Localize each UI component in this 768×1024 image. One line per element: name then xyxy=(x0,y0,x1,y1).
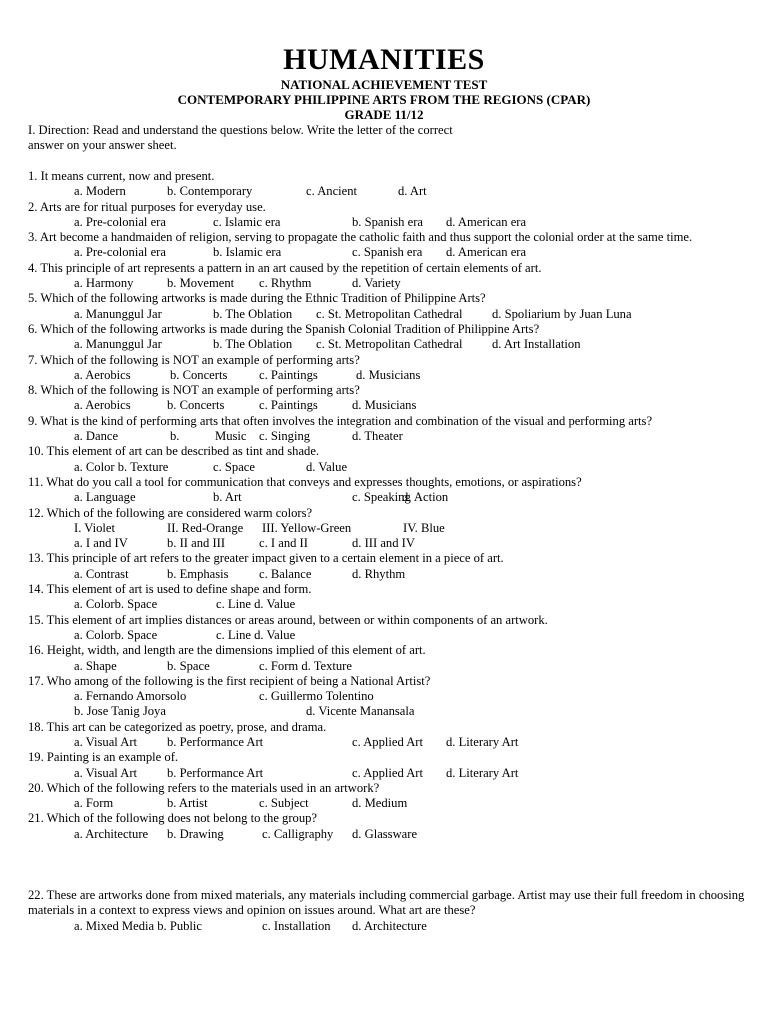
answer-option: II. Red-Orange xyxy=(167,520,244,535)
answer-option: d. Literary Art xyxy=(446,765,519,780)
question-text: 21. Which of the following does not belong to the group? xyxy=(28,811,318,826)
answer-option: III. Yellow-Green xyxy=(262,520,352,535)
answer-option: b. The Oblation xyxy=(213,306,293,321)
question-item xyxy=(28,444,746,475)
answer-option: c. Installation xyxy=(262,918,331,933)
question-text: 7. Which of the following is NOT an example of performing arts? xyxy=(28,352,360,367)
answer-option: b. Contemporary xyxy=(167,184,253,199)
answer-option: d. Musicians xyxy=(352,398,417,413)
question-item xyxy=(28,506,746,552)
options-row xyxy=(28,536,746,551)
answer-option: a. Language xyxy=(74,490,136,505)
options-row xyxy=(28,521,746,536)
question-item xyxy=(28,200,746,231)
answer-option: b. Performance Art xyxy=(167,734,264,749)
question-text: 11. What do you call a tool for communication that conveys and expresses thoughts, emotions, or aspirations? xyxy=(28,474,582,489)
answer-option: b. Artist xyxy=(167,796,208,811)
question-item xyxy=(28,383,746,414)
options-row xyxy=(28,628,746,643)
options-row xyxy=(28,276,746,291)
question-item xyxy=(28,551,746,582)
options-row xyxy=(28,245,746,260)
options-row xyxy=(28,398,746,413)
answer-option: a. Pre-colonial era xyxy=(74,214,166,229)
question-text: 12. Which of the following are considered warm colors? xyxy=(28,505,313,520)
answer-option: b. Drawing xyxy=(167,826,224,841)
options-row xyxy=(28,490,746,505)
question-text: 20. Which of the following refers to the materials used in an artwork? xyxy=(28,780,380,795)
answer-option: b. Space xyxy=(167,658,210,673)
answer-option: b. Spanish era xyxy=(352,214,423,229)
question-text: 13. This principle of art refers to the greater impact given to a certain element in a piece of art. xyxy=(28,551,504,566)
answer-option: d. Musicians xyxy=(356,367,421,382)
question-item xyxy=(28,613,746,644)
answer-option: a. Form xyxy=(74,796,114,811)
directions-line: answer on your answer sheet. xyxy=(28,138,177,153)
options-row xyxy=(28,796,746,811)
answer-option: I. Violet xyxy=(74,520,115,535)
options-row xyxy=(28,659,746,674)
question-item xyxy=(28,475,746,506)
answer-option: a. Fernando Amorsolo xyxy=(74,689,187,704)
answer-option: d. Vicente Manansala xyxy=(306,704,415,719)
answer-option: b. Concerts xyxy=(170,367,228,382)
options-row xyxy=(28,215,746,230)
question-item xyxy=(28,720,746,751)
answer-option: d. Theater xyxy=(352,429,403,444)
answer-option: c. Subject xyxy=(259,796,309,811)
question-text: 1. It means current, now and present. xyxy=(28,169,215,183)
answer-option: c. St. Metropolitan Cathedral xyxy=(316,337,463,352)
question-text: 14. This element of art is used to define shape and form. xyxy=(28,582,312,597)
answer-option: a. Harmony xyxy=(74,276,134,291)
answer-option: c. Balance xyxy=(259,566,312,581)
answer-option: a. Contrast xyxy=(74,566,129,581)
answer-option: d. Rhythm xyxy=(352,566,406,581)
question-text: 5. Which of the following artworks is made during the Ethnic Tradition of Philippine Arts? xyxy=(28,291,486,306)
answer-option: a. Colorb. Space xyxy=(74,597,158,612)
answer-option: b. II and III xyxy=(167,536,226,551)
answer-option: d. Spoliarium by Juan Luna xyxy=(492,306,632,321)
options-row xyxy=(28,337,746,352)
answer-option: a. Architecture xyxy=(74,826,149,841)
question-item xyxy=(28,322,746,353)
answer-option: IV. Blue xyxy=(403,520,445,535)
answer-option: b. Performance Art xyxy=(167,765,264,780)
question-text: 4. This principle of art represents a pattern in an art caused by the repetition of certain elements of art. xyxy=(28,260,542,275)
answer-option: a. Aerobics xyxy=(74,367,131,382)
answer-option: a. Color b. Texture xyxy=(74,459,169,474)
answer-option: b. xyxy=(170,429,180,444)
question-text: 18. This art can be categorized as poetry, prose, and drama. xyxy=(28,719,327,734)
answer-option: c. Paintings xyxy=(259,398,318,413)
answer-option: c. Calligraphy xyxy=(262,826,334,841)
question-item xyxy=(28,353,746,384)
answer-option: c. Rhythm xyxy=(259,276,312,291)
question-item xyxy=(28,291,746,322)
answer-option: c. Islamic era xyxy=(213,214,281,229)
answer-option: d. III and IV xyxy=(352,536,415,551)
answer-option: a. Pre-colonial era xyxy=(74,245,166,260)
options-row xyxy=(28,597,746,612)
answer-option: c. Applied Art xyxy=(352,734,424,749)
question-item xyxy=(28,582,746,613)
answer-option: d. Art Installation xyxy=(492,337,581,352)
answer-option: c. Applied Art xyxy=(352,765,424,780)
answer-option: c. Singing xyxy=(259,429,311,444)
answer-option: c. St. Metropolitan Cathedral xyxy=(316,306,463,321)
answer-option: d. American era xyxy=(446,245,527,260)
question-item xyxy=(28,643,746,674)
answer-option: c. Speaking xyxy=(352,490,411,505)
question-text: 15. This element of art implies distances or areas around, between or within components of an artwork. xyxy=(28,612,548,627)
answer-option: d. Art xyxy=(398,184,427,199)
directions xyxy=(28,123,748,154)
options-row xyxy=(28,766,746,781)
question-item xyxy=(28,414,746,445)
answer-option: d. Value xyxy=(306,459,348,474)
answer-option: a. Shape xyxy=(74,658,117,673)
question-text: 9. What is the kind of performing arts that often involves the integration and combination of the visual and performing arts? xyxy=(28,413,653,428)
question-text: 2. Arts are for ritual purposes for everyday use. xyxy=(28,199,266,214)
answer-option: b. Movement xyxy=(167,276,235,291)
answer-option: c. I and II xyxy=(259,536,308,551)
answer-option: d. Glassware xyxy=(352,826,418,841)
answer-option: c. Form d. Texture xyxy=(259,658,352,673)
question-item xyxy=(28,781,746,812)
answer-option: a. Manunggul Jar xyxy=(74,306,162,321)
question-item xyxy=(28,674,746,720)
question-item xyxy=(28,230,746,261)
question-text: 6. Which of the following artworks is made during the Spanish Colonial Tradition of Philippine Arts? xyxy=(28,321,540,336)
question-item xyxy=(28,750,746,781)
answer-option: d. Medium xyxy=(352,796,408,811)
answer-option: b. Islamic era xyxy=(213,245,282,260)
options-row xyxy=(28,184,746,199)
answer-option: c. Line d. Value xyxy=(216,627,296,642)
answer-option: c. Line d. Value xyxy=(216,597,296,612)
answer-option: a. I and IV xyxy=(74,536,128,551)
answer-option: a. Modern xyxy=(74,184,126,199)
options-row xyxy=(28,368,746,383)
options-row xyxy=(28,460,746,475)
options-row xyxy=(28,429,746,444)
options-row xyxy=(28,689,746,704)
question-text: 3. Art become a handmaiden of religion, serving to propagate the catholic faith and thus support the colonial order at the same time. xyxy=(28,230,693,245)
answer-option: b. Art xyxy=(213,490,242,505)
question-text: 8. Which of the following is NOT an example of performing arts? xyxy=(28,383,360,398)
answer-option: a. Visual Art xyxy=(74,765,138,780)
answer-option: d. Literary Art xyxy=(446,734,519,749)
question-item xyxy=(28,261,746,292)
test-name: NATIONAL ACHIEVEMENT TEST xyxy=(280,77,488,92)
options-row xyxy=(28,567,746,582)
question-text: 16. Height, width, and length are the dimensions implied of this element of art. xyxy=(28,643,426,658)
answer-option: b. The Oblation xyxy=(213,337,293,352)
answer-option: c. Paintings xyxy=(259,367,318,382)
answer-option: a. Aerobics xyxy=(74,398,131,413)
spacer xyxy=(28,842,746,888)
options-row xyxy=(28,307,746,322)
question-list xyxy=(28,169,746,934)
question-text: 10. This element of art can be described as tint and shade. xyxy=(28,444,320,459)
answer-option: a. Visual Art xyxy=(74,734,138,749)
options-row xyxy=(28,735,746,750)
answer-option: d. American era xyxy=(446,214,527,229)
answer-option: b. Emphasis xyxy=(167,566,229,581)
answer-option: c. Guillermo Tolentino xyxy=(259,689,374,704)
options-row xyxy=(28,919,746,934)
answer-option: a. Dance xyxy=(74,429,119,444)
answer-option: d. Action xyxy=(402,490,449,505)
question-item xyxy=(28,811,746,842)
answer-option: a. Colorb. Space xyxy=(74,627,158,642)
question-text: 19. Painting is an example of. xyxy=(28,750,179,765)
directions-line: I. Direction: Read and understand the questions below. Write the letter of the correct xyxy=(28,123,453,137)
answer-option: b. Jose Tanig Joya xyxy=(74,704,166,719)
question-text: 22. These are artworks done from mixed materials, any materials including commercial garbage. Artist may use their full freedom in choosing materials in a context to express views and opinion on issues around. What art are these? xyxy=(28,888,745,918)
answer-option: d. Variety xyxy=(352,276,401,291)
answer-option: a. Manunggul Jar xyxy=(74,337,162,352)
answer-option: c. Ancient xyxy=(306,184,358,199)
options-row xyxy=(28,827,746,842)
question-item xyxy=(28,888,746,934)
answer-option: b. Concerts xyxy=(167,398,225,413)
answer-option: d. Architecture xyxy=(352,918,427,933)
page-title: HUMANITIES xyxy=(283,43,485,76)
answer-option: c. Spanish era xyxy=(352,245,423,260)
grade-level: GRADE 11/12 xyxy=(344,107,424,122)
question-item xyxy=(28,169,746,200)
options-row xyxy=(28,704,746,719)
answer-option: Music xyxy=(215,429,247,444)
subject-name: CONTEMPORARY PHILIPPINE ARTS FROM THE REGIONS (CPAR) xyxy=(177,92,591,107)
question-text: 17. Who among of the following is the first recipient of being a National Artist? xyxy=(28,673,431,688)
answer-option: a. Mixed Media b. Public xyxy=(74,918,203,933)
answer-option: c. Space xyxy=(213,459,255,474)
